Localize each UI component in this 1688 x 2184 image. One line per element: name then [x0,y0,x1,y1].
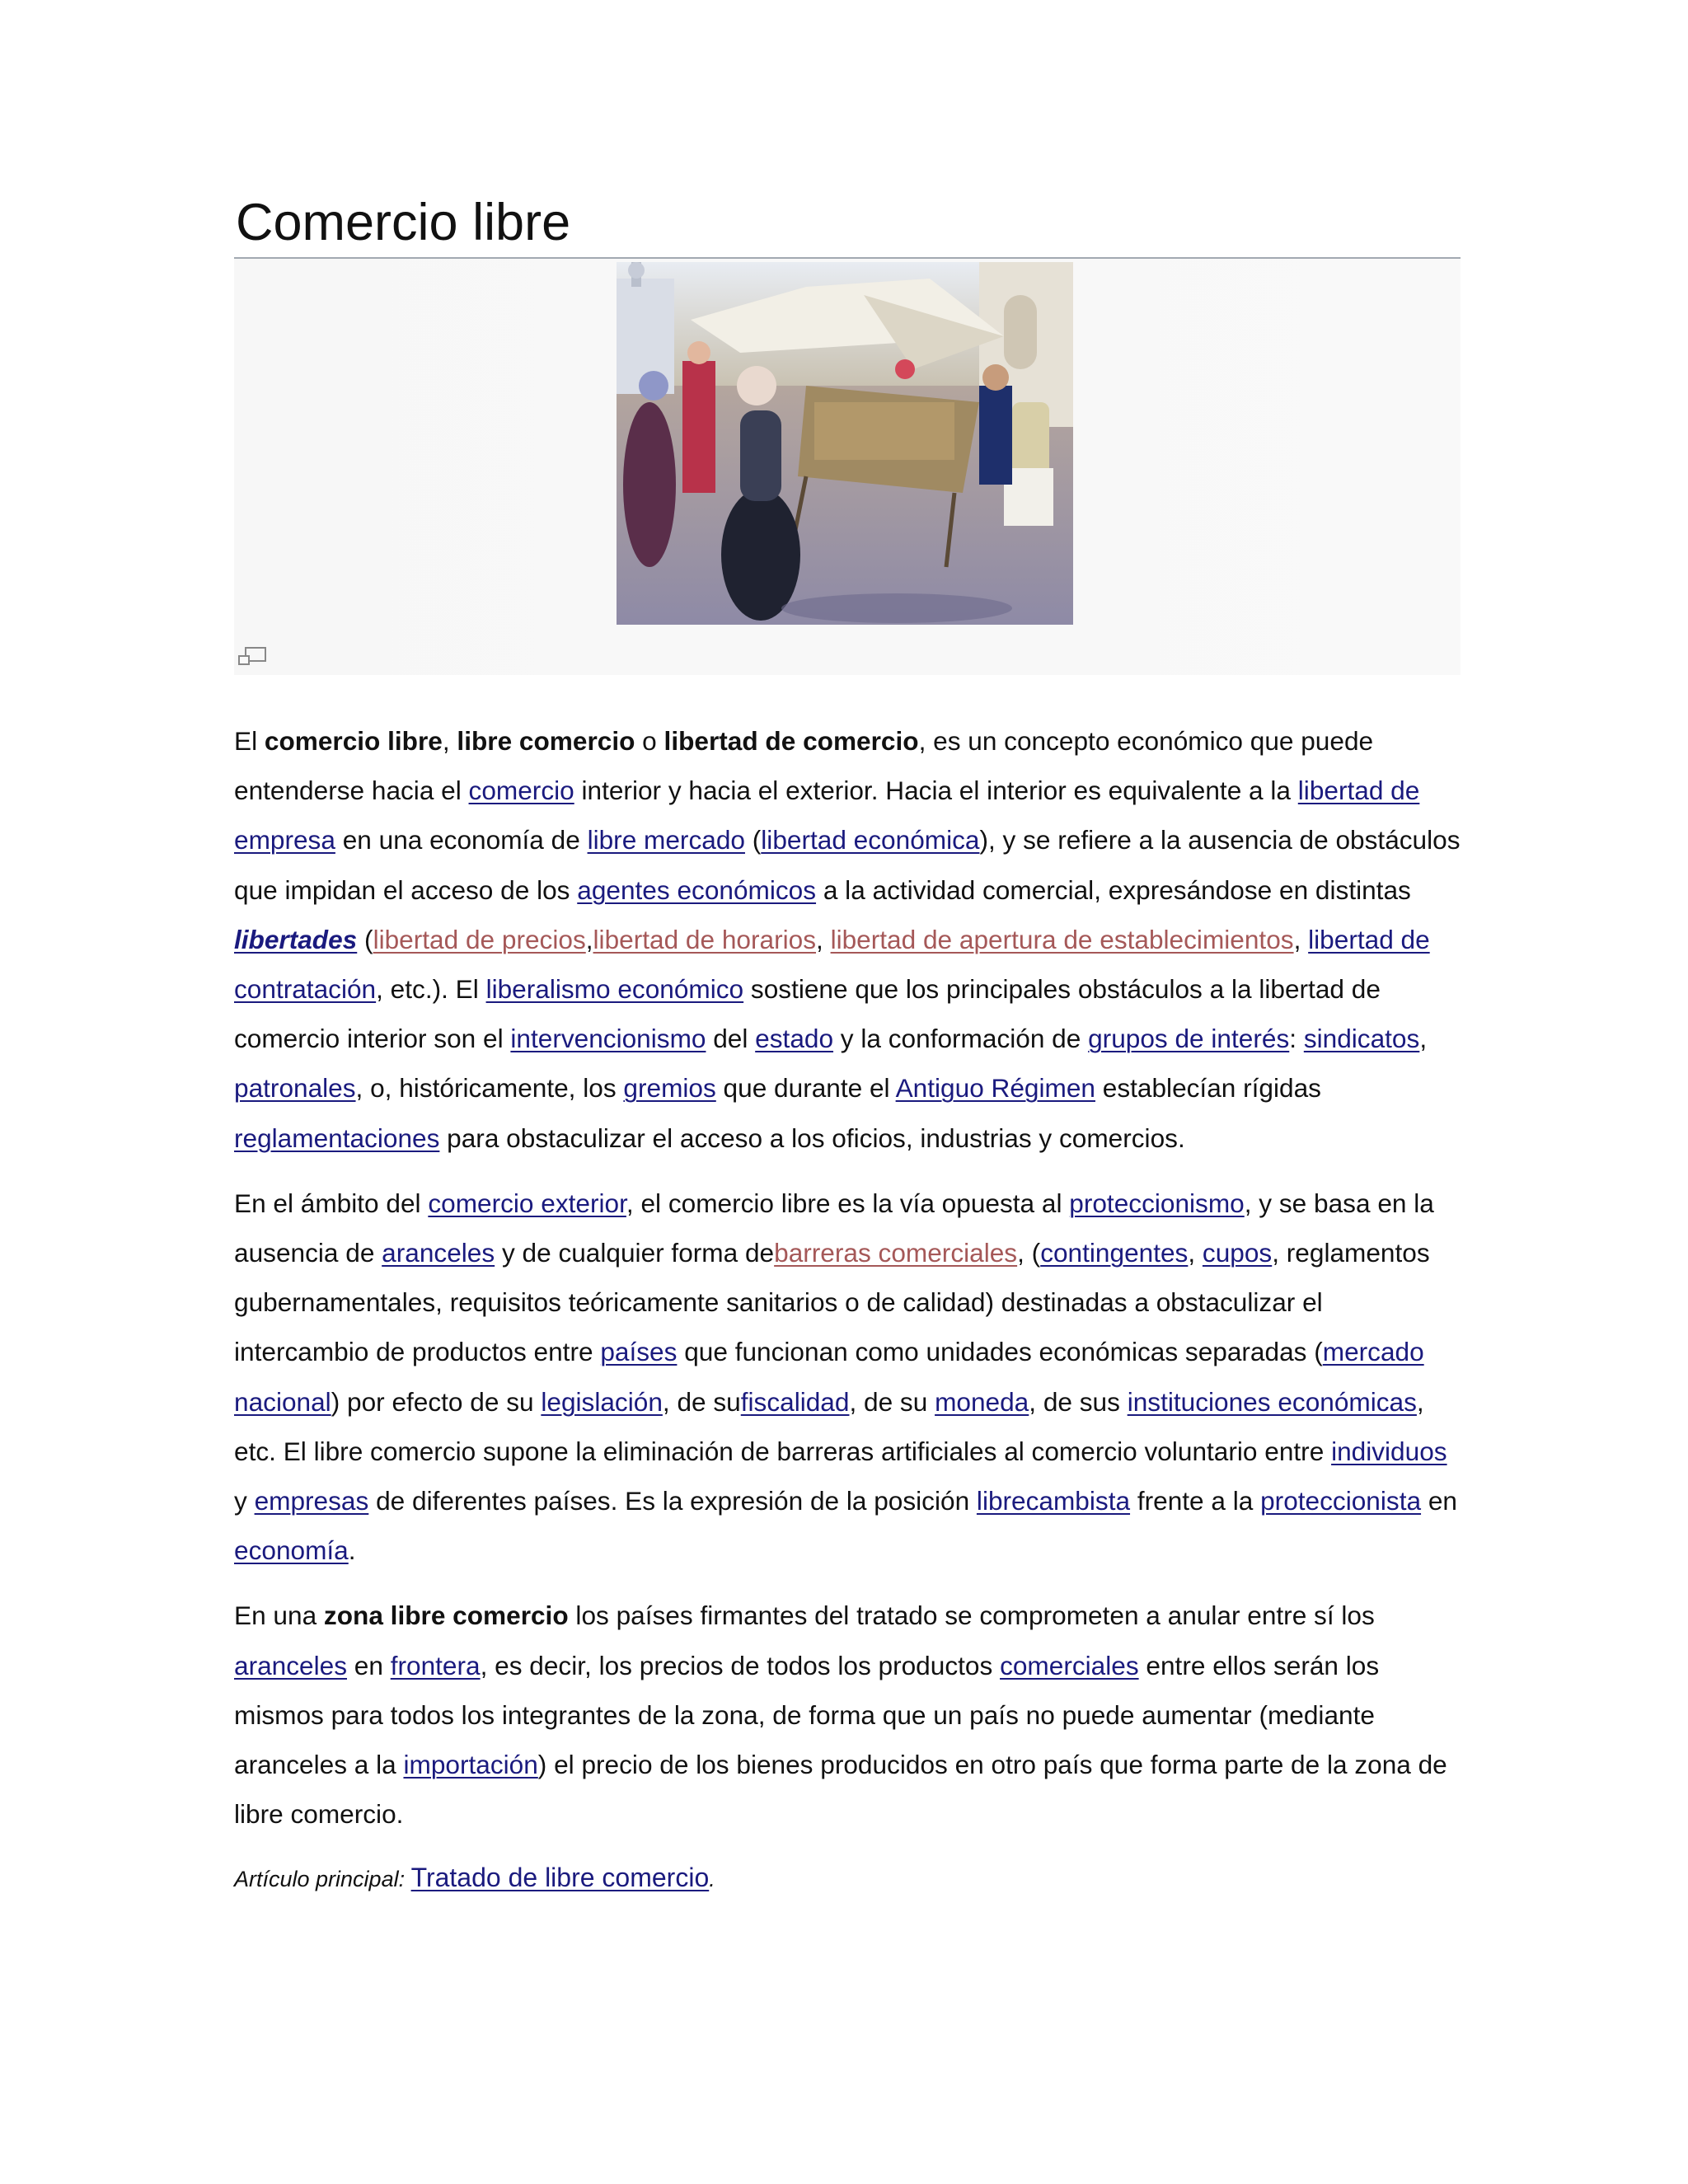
text-run: frente a la [1130,1486,1261,1516]
text-run: que funcionan como unidades económicas separadas ( [677,1337,1323,1367]
text-run: interior y hacia el exterior. Hacia el interior es equivalente a la [574,776,1298,806]
text-run: , de sus [1029,1386,1128,1417]
article-link[interactable]: proteccionista [1260,1486,1422,1516]
article-link[interactable]: proteccionismo [1069,1188,1245,1218]
text-run: , reglamentos gubernamentales, requisitos teóricamente sanitarios o de calidad) destinadas a obstaculizar el intercambio de productos entre [234,1238,1430,1367]
text-run: , [1188,1238,1203,1268]
article-link[interactable]: países [600,1337,678,1367]
article-link[interactable]: librecambista [976,1486,1131,1516]
article-link[interactable]: estado [755,1024,834,1054]
article-link[interactable]: mercado nacional [234,1337,1424,1417]
article-link[interactable]: moneda [935,1386,1029,1417]
figure [234,259,1461,675]
article-link[interactable]: economía [234,1535,349,1566]
text-run: : [1289,1024,1304,1054]
article-link[interactable]: importación [403,1750,538,1780]
text-run: y [234,1486,255,1516]
text-run: , o, históricamente, los [355,1073,624,1104]
main-article-link[interactable]: Tratado de libre comercio [410,1863,710,1893]
article-link[interactable]: libertad de empresa [234,776,1420,855]
text-run: y la conformación de [833,1024,1089,1054]
article-link[interactable]: grupos de interés [1088,1024,1290,1054]
text-run: . [348,1535,356,1566]
text-run: del [706,1024,756,1054]
article-link[interactable]: libre mercado [587,825,745,855]
text-run: en [1421,1486,1457,1516]
red-link[interactable]: libertad de apertura de establecimientos [830,924,1294,954]
text-run: ), y se refiere a la ausencia de obstáculos que impidan el acceso de los [234,825,1461,905]
text-run: y de cualquier forma de [495,1238,775,1268]
article-link[interactable]: agentes económicos [577,874,817,905]
text-run: En una [234,1601,324,1631]
bold-term: comercio libre [264,726,443,756]
article-link[interactable]: empresas [254,1486,369,1516]
text-run: , etc.). El [376,974,486,1005]
article-link[interactable]: libertad de contratación [234,924,1430,1005]
article-link[interactable]: legislación [541,1386,663,1417]
article-link[interactable]: comercio exterior [428,1188,626,1218]
article-link[interactable]: libertades [234,924,358,954]
article-link[interactable]: instituciones económicas [1127,1386,1417,1417]
article-link[interactable]: aranceles [234,1650,347,1680]
red-link[interactable]: barreras comerciales [774,1238,1018,1268]
text-run: , [1419,1024,1428,1054]
enlarge-icon[interactable] [237,646,267,668]
bold-term: zona libre comercio [323,1601,569,1631]
text-run: , es un concepto económico que puede entenderse hacia el [234,726,1374,806]
text-run: , [442,726,457,756]
article-link[interactable]: fiscalidad [740,1386,850,1417]
paragraph-zona [234,1591,1461,1839]
text-run: , [585,924,593,954]
text-run: sostiene que los principales obstáculos a la libertad de comercio interior son el [234,974,1381,1054]
article [234,191,1461,1900]
text-run: ) por efecto de su [331,1386,542,1417]
bold-term: libertad de comercio [663,726,919,756]
red-link[interactable]: libertad de precios [373,924,586,954]
article-link[interactable]: intervencionismo [510,1024,706,1054]
text-run: los países firmantes del tratado se comprometen a anular entre sí los [568,1601,1375,1631]
article-link[interactable]: reglamentaciones [234,1122,440,1153]
article-link[interactable]: cupos [1202,1238,1273,1268]
text-run: En el ámbito del [234,1188,429,1218]
text-run: para obstaculizar el acceso a los oficios, industrias y comercios. [439,1122,1185,1153]
text-run: entre ellos serán los mismos para todos los integrantes de la zona, de forma que un país no puede aumentar (mediante aranceles a la [234,1650,1380,1780]
article-link[interactable]: contingentes [1040,1238,1189,1268]
text-run: ) el precio de los bienes producidos en otro país que forma parte de la zona de libre comercio. [234,1750,1447,1830]
article-link[interactable]: aranceles [382,1238,495,1268]
article-link[interactable]: Antiguo Régimen [895,1073,1095,1104]
text-run: en una economía de [335,825,588,855]
article-link[interactable]: liberalismo económico [485,974,744,1005]
article-link[interactable]: libertad económica [761,825,980,855]
article-link[interactable]: frontera [390,1650,481,1680]
text-run: ( [357,924,373,954]
paragraph-exterior [234,1179,1461,1576]
text-run: a la actividad comercial, expresándose en distintas [816,874,1411,905]
main-article-suffix: . [709,1867,715,1892]
text-run: , el comercio libre es la vía opuesta al [626,1188,1070,1218]
text-run: , es decir, los precios de todos los productos [480,1650,1001,1680]
text-run: , de su [849,1386,935,1417]
red-link[interactable]: libertad de horarios [593,924,816,954]
text-run: , y se basa en la ausencia de [234,1188,1434,1268]
text-run: , ( [1017,1238,1041,1268]
paragraph-intro [234,716,1461,1163]
text-run: , de su [662,1386,741,1417]
article-link[interactable]: sindicatos [1303,1024,1420,1054]
text-run: ( [744,825,762,855]
text-run: , [1293,924,1309,954]
text-run: o [635,726,664,756]
text-run: que durante el [715,1073,896,1104]
text-run: de diferentes países. Es la expresión de la posición [368,1486,977,1516]
article-link[interactable]: comercio [468,776,574,806]
page-title: Comercio libre [234,191,1461,259]
main-article-prefix: Artículo principal: [234,1867,411,1892]
text-run: , etc. El libre comercio supone la eliminación de barreras artificiales al comercio voluntario entre [234,1386,1424,1466]
article-link[interactable]: individuos [1331,1436,1447,1466]
main-article-note [234,1857,1461,1900]
text-run: establecían rígidas [1095,1073,1321,1104]
article-link[interactable]: gremios [623,1073,716,1104]
article-link[interactable]: comerciales [1000,1650,1139,1680]
text-run: El [234,726,265,756]
text-run: en [347,1650,391,1680]
text-run: , [816,924,831,954]
bold-term: libre comercio [457,726,635,756]
article-link[interactable]: patronales [234,1073,356,1104]
market-painting[interactable] [617,262,1073,625]
